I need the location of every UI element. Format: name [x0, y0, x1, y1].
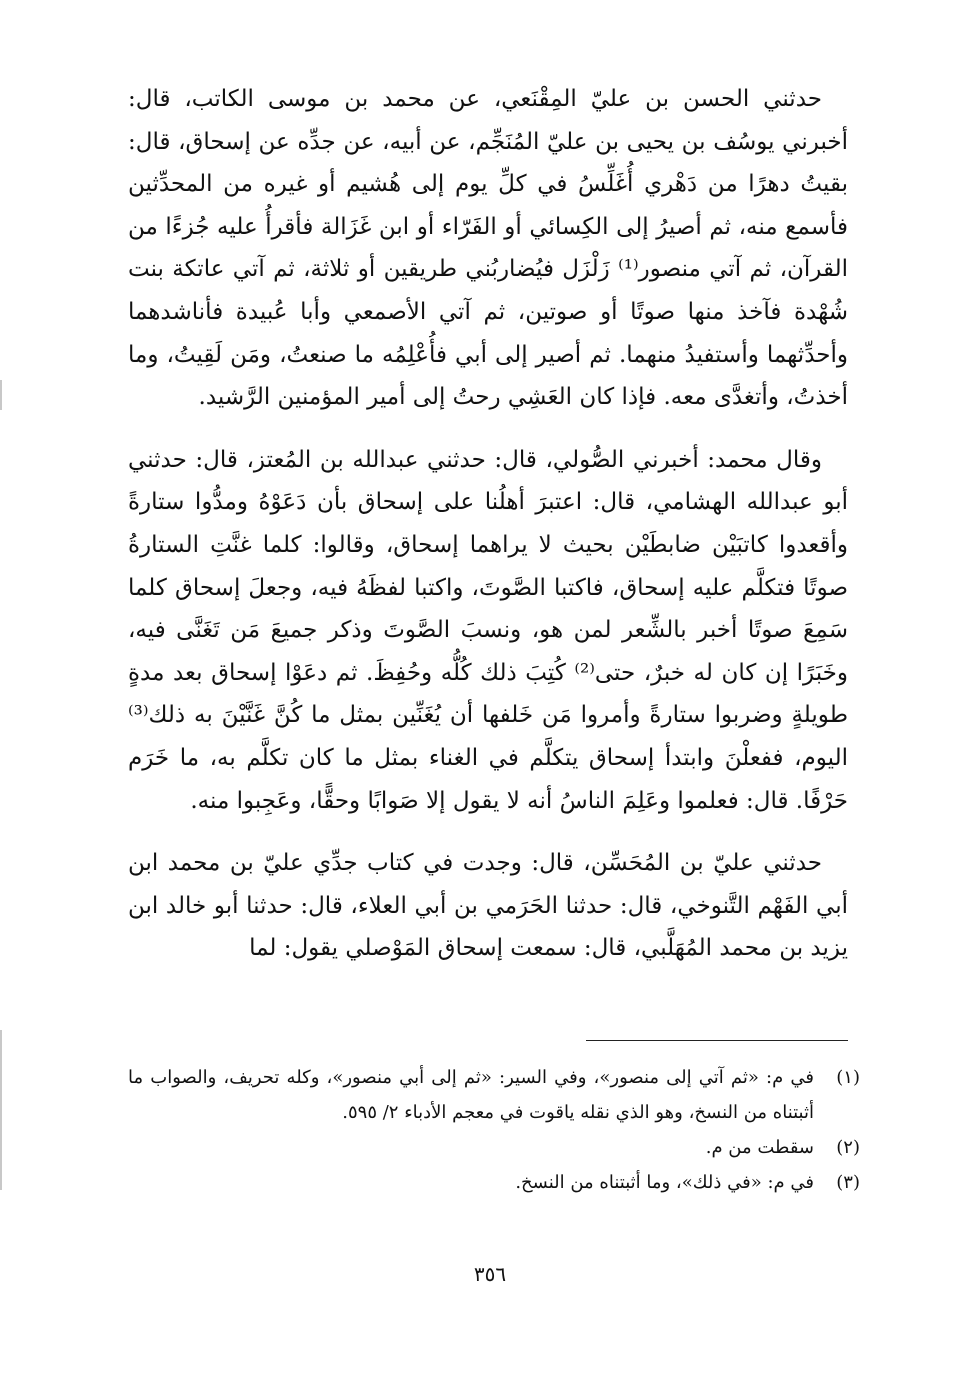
footnote-text: في م: «ثم آتي إلى منصور»، وفي السير: «ثم إلى أبي منصور»، وكله تحريف، والصواب ما أثبتناه من النسخ، وهو الذي نقله ياقوت في معجم الأدباء ٢/ ٥٩٥. — [128, 1067, 814, 1123]
paragraph: حدثني عليّ بن المُحَسِّن، قال: وجدت في كتاب جدِّي عليّ بن محمد ابن أبي الفَهْم التَّنوخي، قال: حدثنا الحَرَمي بن أبي العلاء، قال: حدثنا أبو خالد ابن يزيد بن محمد المُهَلَّبي، قال: سمعت إسحاق المَوْصلي يقول: لما — [128, 850, 848, 962]
footnote-number: (٣) — [836, 1172, 860, 1193]
paragraph: وقال محمد: أخبرني الصُّولي، قال: حدثني عبدالله بن المُعتز، قال: حدثني أبو عبدالله الهشامي، قال: اعتبرَ أهلُنا على إسحاق بأن دَعَوْهُ ومدُّوا ستارةً وأقعدوا كاتبَيْن ضابطَيْن بحيث لا يراهما إسحاق، وقالوا: كلما غنَّتِ الستارةُ صوتًا فتكلَّم عليه إسحاق، فاكتبا الصَّوتَ، واكتبا لفظَهُ فيه، وجعلَ إسحاق كلما سَمِعَ صوتًا أخبر بالشِّعر لمن هو، ونسبَ الصَّوتَ وذكر جميعَ مَن تَغَنَّى فيه، وخَبَرًا إن كان له خبرٌ، حتى⁽²⁾ كُتِبَ ذلك كُلُّه وحُفِظَ. ثم دعَوْا إسحاق بعد مدةٍ طويلةٍ وضربوا ستارةً وأمروا مَن خَلفها أن يُغَنِّين بمثل ما كُنَّ غَنَّيْنَ به ذلك⁽³⁾ اليوم، ففعلْنَ وابتدأ إسحاق يتكلَّم في الغناء بمثل ما كان تكلَّم به، ما خَرَم حَرْفًا. قال: فعلموا وعَلِمَ الناسُ أنه لا يقول إلا صَوابًا وحقًّا، وعَجِبوا منه. — [128, 446, 849, 814]
footnotes — [128, 1060, 860, 1200]
footnote-text: سقطت من م. — [705, 1137, 814, 1158]
footnote — [128, 1165, 860, 1200]
page-number: ٣٥٦ — [473, 1262, 507, 1286]
main-text — [128, 78, 848, 970]
footnote-text: في م: «في ذلك»، وما أثبتناه من النسخ. — [515, 1172, 814, 1193]
footnote-separator — [586, 1040, 848, 1041]
scan-edge-mark — [0, 1030, 2, 1190]
scan-edge-mark — [0, 380, 2, 410]
footnote-number: (١) — [836, 1067, 860, 1088]
footnote-number: (٢) — [836, 1137, 860, 1158]
footnote — [128, 1060, 860, 1130]
paragraph: حدثني الحسن بن عليّ المِقْنَعي، عن محمد بن موسى الكاتب، قال: أخبرني يوسُف بن يحيى بن عليّ المُنَجِّم، عن أبيه، عن جدِّه عن إسحاق، قال: بقيتُ دهرًا من دَهْري أُغَلِّسُ في كلِّ يوم إلى هُشيم أو غيره من المحدِّثين فأسمع منه، ثم أصيرُ إلى الكِسائي أو الفَرّاء أو ابن غَزَالة فأقرأُ عليه جُزءًا من القرآن، ثم آتي منصور⁽¹⁾ زَلْزَل فيُضاربُني طريقين أو ثلاثة، ثم آتي عاتكة بنت شُهْدة فآخذ منها صوتًا أو صوتين، ثم آتي الأصمعي وأبا عُبيدة فأناشدهما وأحدِّثهما وأستفيدُ منهما. ثم أصير إلى أبي فأُعْلِمُه ما صنعتُ، ومَن لَقِيتُ، وما أخذتُ، وأتغدَّى معه. فإذا كان العَشِي رحتُ إلى أمير المؤمنين الرَّشيد. — [128, 86, 849, 411]
footnote — [128, 1130, 860, 1165]
